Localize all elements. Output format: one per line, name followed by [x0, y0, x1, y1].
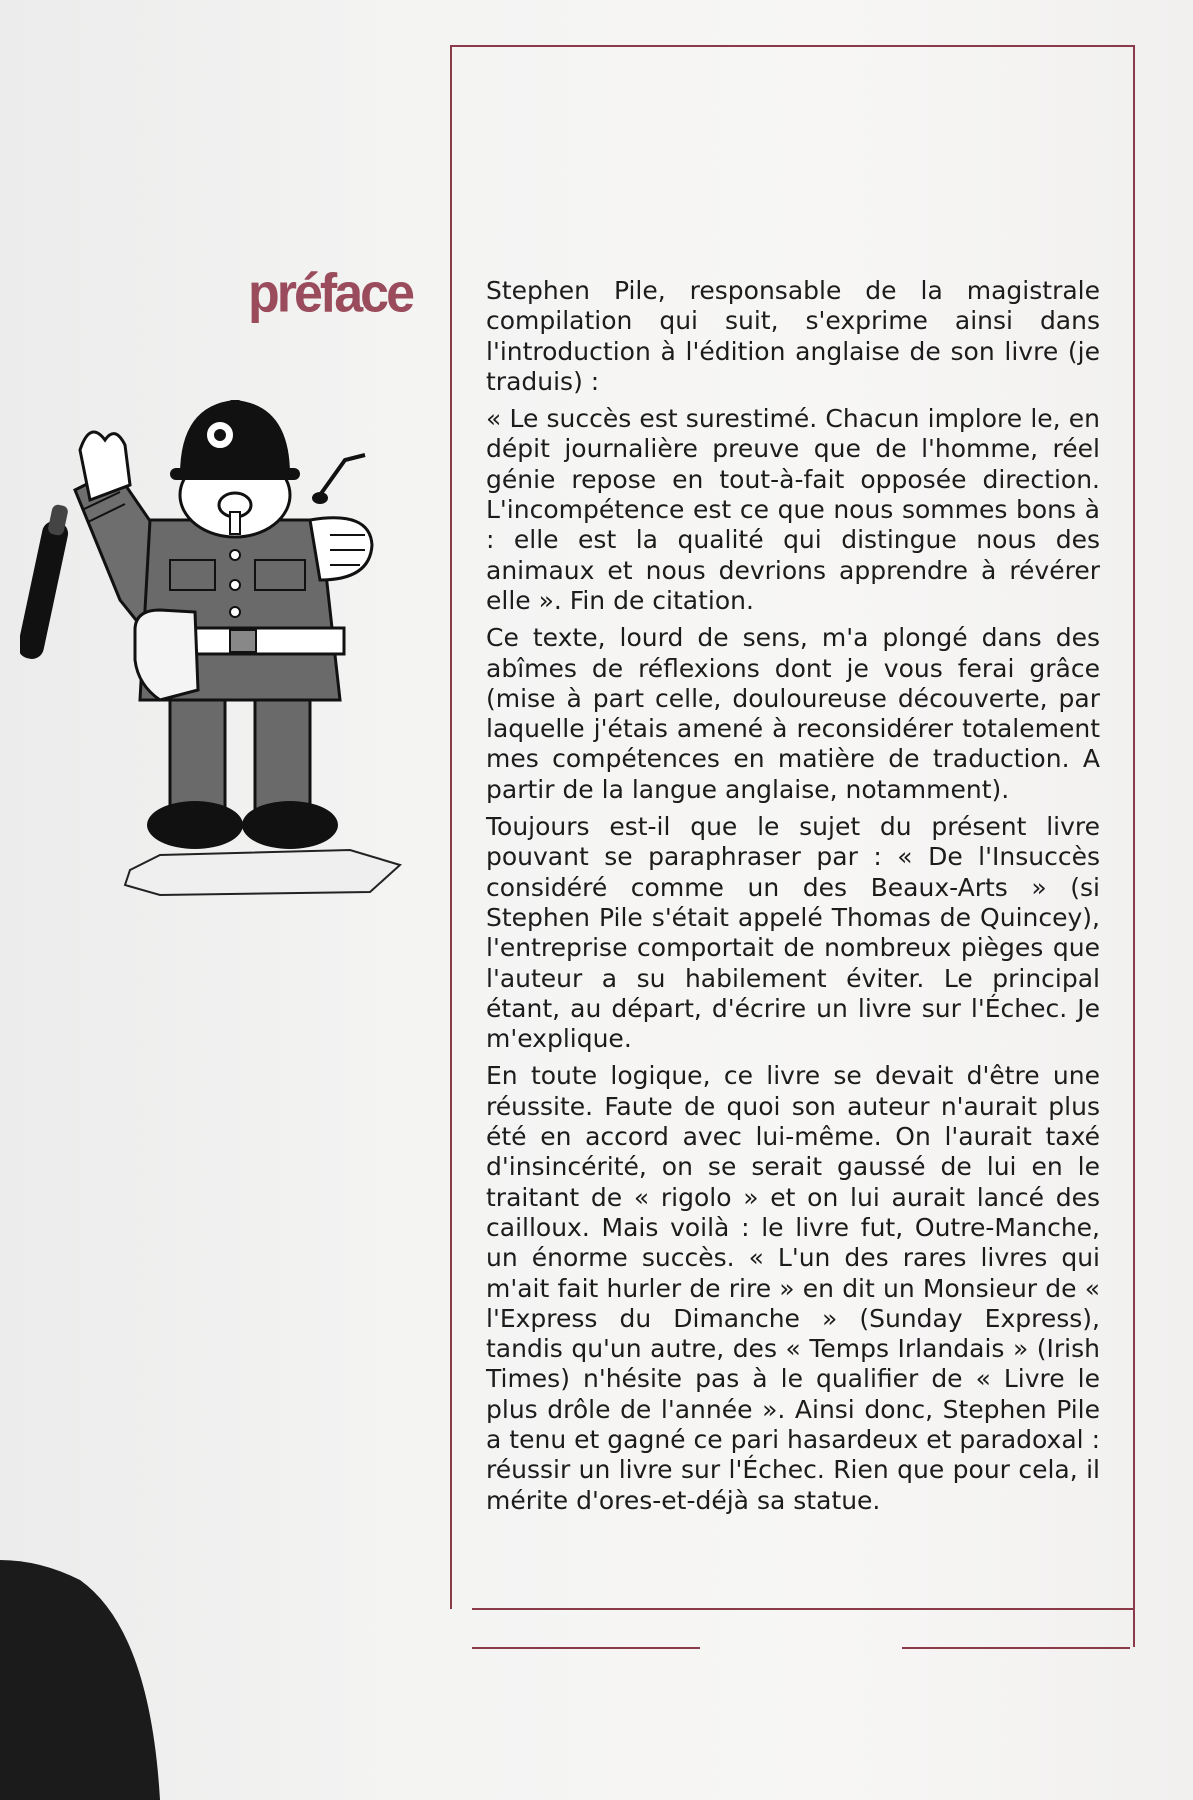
frame-top-rule	[450, 45, 1135, 47]
footer-rule-left	[472, 1647, 700, 1649]
frame-left-rule	[450, 45, 452, 1609]
footer-rule-right	[902, 1647, 1130, 1649]
paragraph: « Le succès est surestimé. Chacun implore le, en dépit journalière preuve que de l'homme, réel génie repose en tout-à-fait opposée direction. L'incompétence est ce que nous sommes bons à : elle est la qualité qui distingue nous des animaux et nous devrions apprendre à révérer elle ». Fin de citation.	[486, 404, 1100, 615]
truncheon-icon	[20, 504, 70, 662]
page-title: préface	[248, 263, 412, 324]
preface-text	[486, 276, 1100, 1523]
frame-right-rule	[1133, 45, 1135, 1647]
paragraph: Toujours est-il que le sujet du présent livre pouvant se paraphraser par : « De l'Insuccès considéré comme un des Beaux-Arts » (si Stephen Pile s'était appelé Thomas de Quincey), l'entreprise comportait de nombreux pièges que l'auteur a su habilement éviter. Le principal étant, au départ, d'écrire un livre sur l'Échec. Je m'explique.	[486, 812, 1100, 1054]
policeman-icon	[20, 400, 420, 900]
paragraph: Stephen Pile, responsable de la magistrale compilation qui suit, s'exprime ainsi dans l'introduction à l'édition anglaise de son livre (je traduis) :	[486, 276, 1100, 396]
frame-bottom-rule	[472, 1608, 1135, 1610]
page-edge-shadow	[0, 1540, 200, 1800]
helmet-icon	[170, 400, 300, 480]
paragraph: En toute logique, ce livre se devait d'être une réussite. Faute de quoi son auteur n'aurait plus été en accord avec lui-même. On l'aurait taxé d'insincérité, on se serait gaussé de lui en le traitant de « rigolo » et on lui aurait lancé des cailloux. Mais voilà : le livre fut, Outre-Manche, un énorme succès. « L'un des rares livres qui m'ait fait hurler de rire » en dit un Monsieur de « l'Express du Dimanche » (Sunday Express), tandis qu'un autre, des « Temps Irlandais » (Irish Times) n'hésite pas à le qualifier de « Livre le plus drôle de l'année ». Ainsi donc, Stephen Pile a tenu et gagné ce pari hasardeux et paradoxal : réussir un livre sur l'Échec. Rien que pour cela, il mérite d'ores-et-déjà sa statue.	[486, 1061, 1100, 1515]
paragraph: Ce texte, lourd de sens, m'a plongé dans des abîmes de réflexions dont je vous ferai grâce (mise à part celle, douloureuse découverte, par laquelle j'étais amené à reconsidérer totalement mes compétences en matière de traduction. A partir de la langue anglaise, notamment).	[486, 623, 1100, 804]
